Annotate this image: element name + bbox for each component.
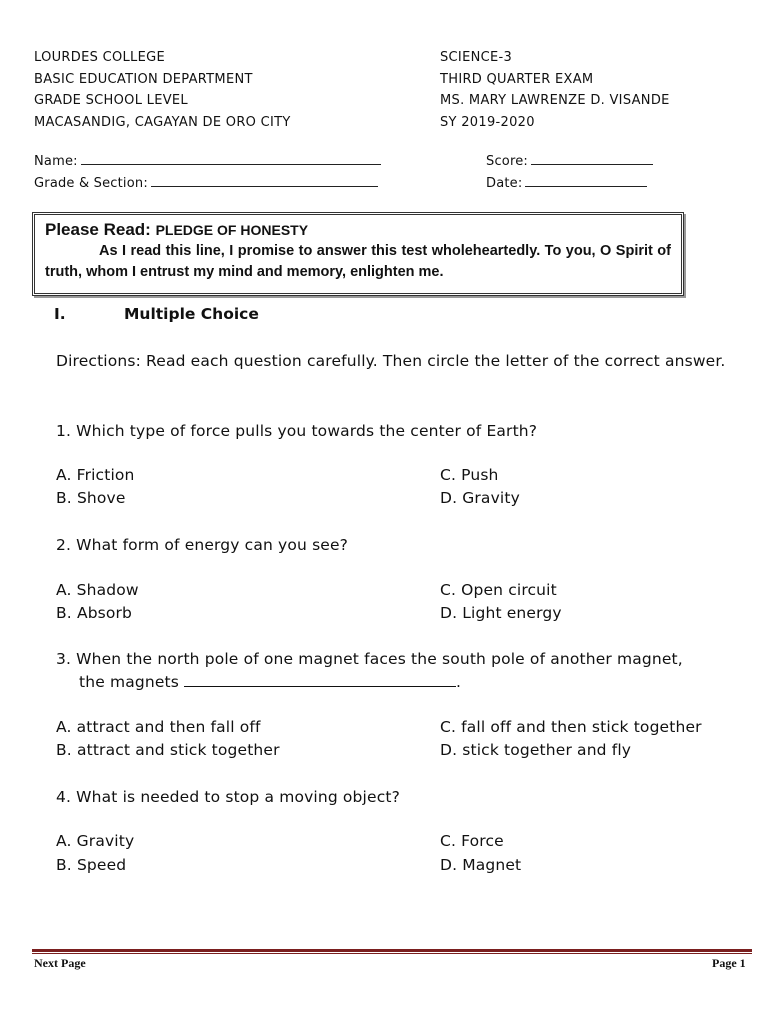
q4-option-a[interactable]: A. Gravity <box>56 832 135 850</box>
q2-option-a[interactable]: A. Shadow <box>56 581 139 599</box>
question-3-line-2 <box>56 671 756 694</box>
q2-option-b[interactable]: B. Absorb <box>56 604 133 622</box>
footer-divider <box>32 949 752 952</box>
q1-option-b[interactable]: B. Shove <box>56 489 126 507</box>
pledge-box <box>32 212 684 296</box>
name-label: Name: <box>34 154 78 169</box>
q2-option-c[interactable]: C. Open circuit <box>440 581 557 599</box>
pledge-heading: Please Read: <box>45 220 151 239</box>
grade-section-label: Grade & Section: <box>34 176 148 191</box>
footer-divider-thin <box>32 953 752 954</box>
directions: Directions: Read each question carefully. Then circle the letter of the correct answer. <box>56 352 726 370</box>
section-heading <box>54 305 259 323</box>
q1-option-a[interactable]: A. Friction <box>56 466 135 484</box>
address: MACASANDIG, CAGAYAN DE ORO CITY <box>34 114 291 130</box>
q2-option-d[interactable]: D. Light energy <box>440 604 562 622</box>
exam-info <box>440 47 670 133</box>
q3-option-a[interactable]: A. attract and then fall off <box>56 718 261 736</box>
section-title: Multiple Choice <box>124 305 259 323</box>
q3-option-d[interactable]: D. stick together and fly <box>440 741 632 759</box>
page-number: Page 1 <box>712 956 746 970</box>
pledge-text: As I read this line, I promise to answer this test wholeheartedly. To you, O Spirit of truth, whom I entrust my mind and memory, enlighten me. <box>45 243 671 280</box>
q4-option-d[interactable]: D. Magnet <box>440 856 522 874</box>
q4-option-c[interactable]: C. Force <box>440 832 504 850</box>
q1-option-d[interactable]: D. Gravity <box>440 489 520 507</box>
question-3 <box>56 648 756 694</box>
q3-option-b[interactable]: B. attract and stick together <box>56 741 280 759</box>
answer-blank[interactable] <box>184 671 456 687</box>
question-3-line-1: 3. When the north pole of one magnet faces the south pole of another magnet, <box>56 650 683 668</box>
grade-section-blank[interactable] <box>151 175 378 187</box>
question-1: 1. Which type of force pulls you towards the center of Earth? <box>56 422 538 440</box>
score-field[interactable] <box>486 153 653 169</box>
department: BASIC EDUCATION DEPARTMENT <box>34 71 253 87</box>
school-info <box>34 47 291 133</box>
question-3-stem: the magnets <box>79 673 179 691</box>
q3-option-c[interactable]: C. fall off and then stick together <box>440 718 702 736</box>
pledge-subheading: PLEDGE OF HONESTY <box>155 222 309 238</box>
name-field[interactable] <box>34 153 381 169</box>
question-2: 2. What form of energy can you see? <box>56 536 349 554</box>
name-blank[interactable] <box>81 153 381 165</box>
next-page-label: Next Page <box>34 956 86 970</box>
section-number: I. <box>54 305 66 323</box>
date-blank[interactable] <box>525 175 647 187</box>
school-year: SY 2019-2020 <box>440 114 535 130</box>
teacher-name: MS. MARY LAWRENZE D. VISANDE <box>440 93 670 108</box>
level: GRADE SCHOOL LEVEL <box>34 93 188 108</box>
date-label: Date: <box>486 176 523 191</box>
grade-section-field[interactable] <box>34 175 378 191</box>
subject: SCIENCE-3 <box>440 50 513 65</box>
question-3-end: . <box>456 673 462 691</box>
school-name: LOURDES COLLEGE <box>34 50 165 65</box>
q4-option-b[interactable]: B. Speed <box>56 856 127 874</box>
date-field[interactable] <box>486 175 647 191</box>
question-4: 4. What is needed to stop a moving object? <box>56 788 400 806</box>
exam-title: THIRD QUARTER EXAM <box>440 71 594 87</box>
pledge-title <box>45 219 671 241</box>
q1-option-c[interactable]: C. Push <box>440 466 499 484</box>
score-label: Score: <box>486 154 528 169</box>
score-blank[interactable] <box>531 153 653 165</box>
